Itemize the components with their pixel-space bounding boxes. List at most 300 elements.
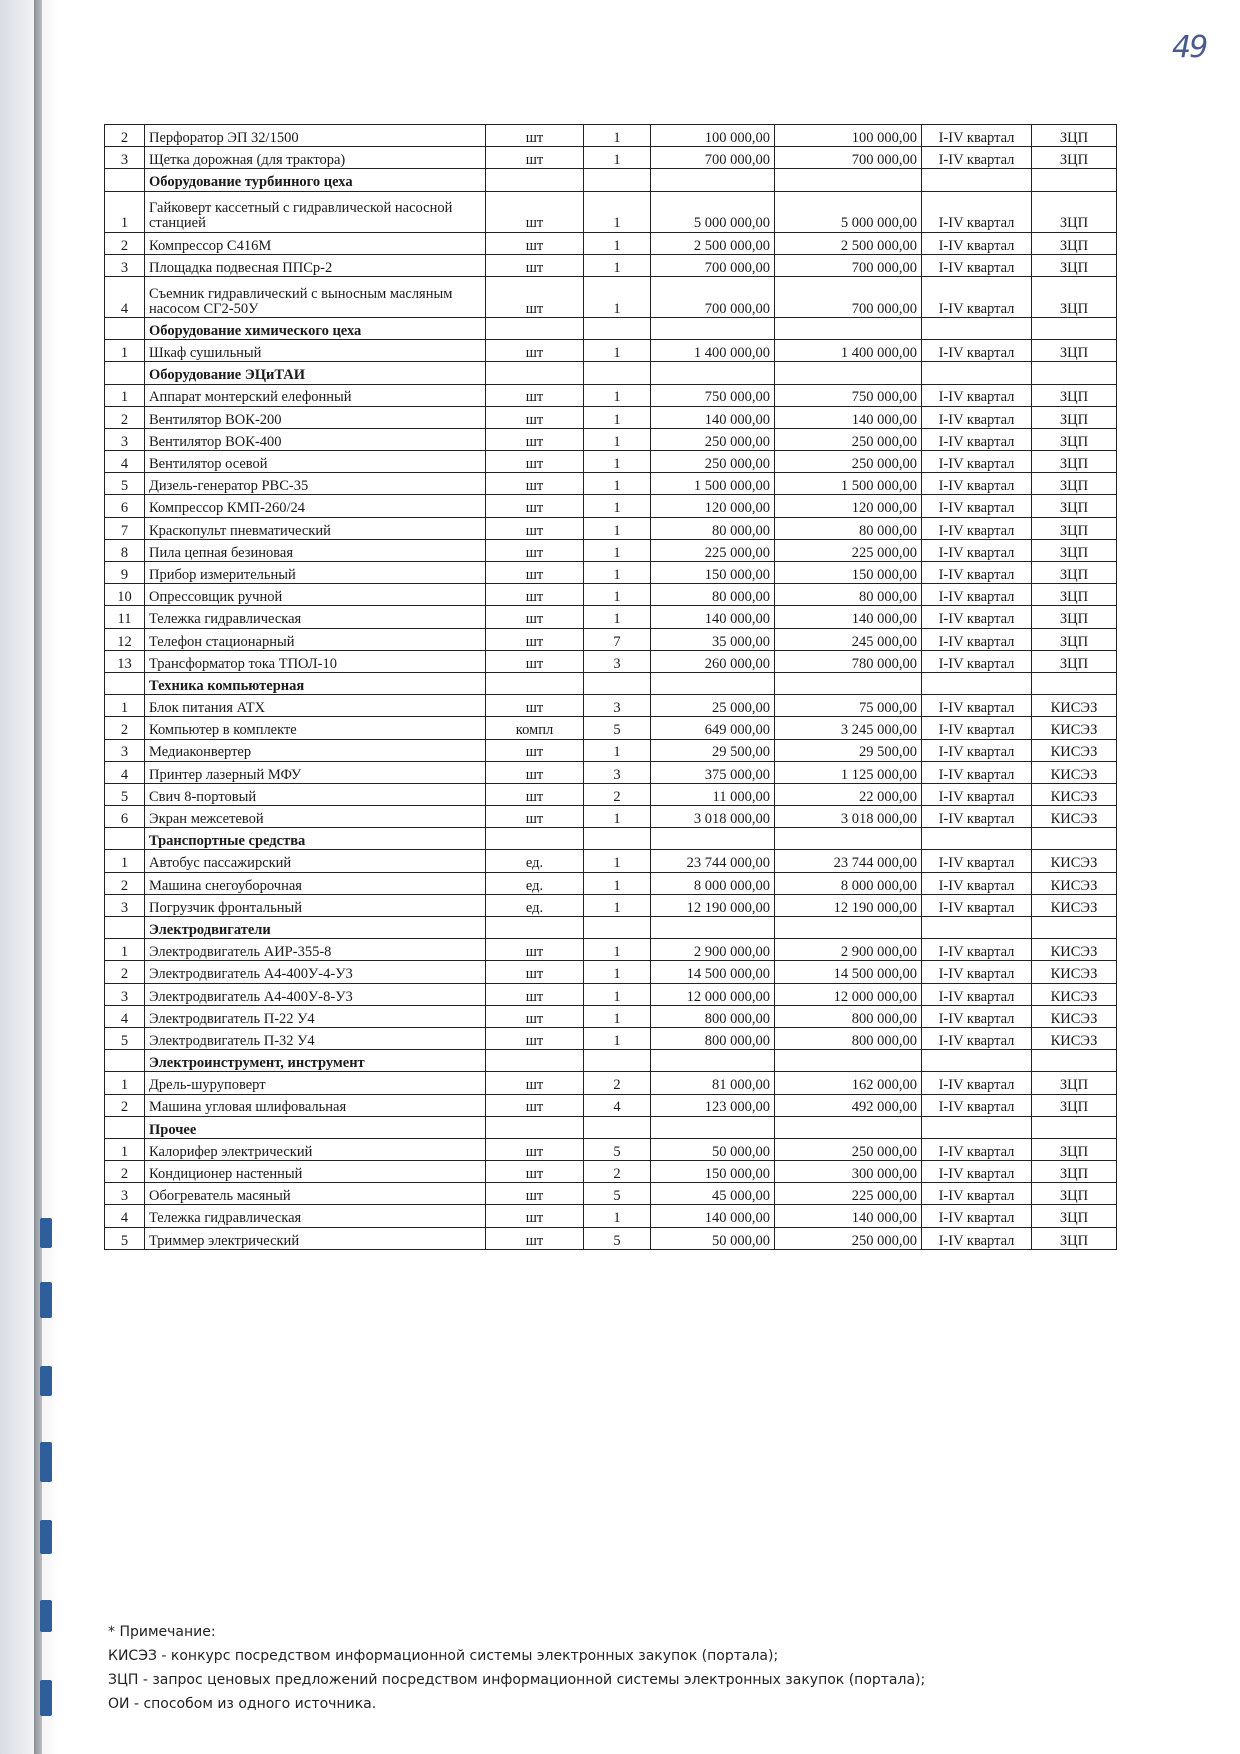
table-row	[105, 806, 1117, 828]
row-number-cell	[105, 917, 145, 939]
total-sum-cell: 250 000,00	[775, 428, 922, 450]
item-name-cell: Краскопульт пневматический	[145, 517, 486, 539]
section-title: Электродвигатели	[145, 917, 486, 939]
unit-cell	[486, 672, 584, 694]
binding-tab	[40, 1282, 52, 1318]
section-title: Электроинструмент, инструмент	[145, 1050, 486, 1072]
row-number-cell: 2	[105, 406, 145, 428]
unit-cell: шт	[486, 783, 584, 805]
unit-cell: шт	[486, 695, 584, 717]
unit-cell: шт	[486, 451, 584, 473]
footnote	[108, 1620, 1148, 1716]
item-name-cell: Машина снегоуборочная	[145, 872, 486, 894]
total-sum-cell: 245 000,00	[775, 628, 922, 650]
total-sum-cell: 800 000,00	[775, 1027, 922, 1049]
item-name-cell: Тележка гидравлическая	[145, 606, 486, 628]
item-name-cell: Электродвигатель А4-400У-8-У3	[145, 983, 486, 1005]
table-row	[105, 983, 1117, 1005]
total-sum-cell	[775, 169, 922, 191]
row-number-cell: 1	[105, 340, 145, 362]
footnote-line: ОИ - способом из одного источника.	[108, 1696, 377, 1712]
unit-cell: шт	[486, 1094, 584, 1116]
unit-price-cell: 11 000,00	[651, 783, 775, 805]
procurement-method-cell: ЗЦП	[1032, 1072, 1117, 1094]
item-name-cell: Тележка гидравлическая	[145, 1205, 486, 1227]
total-sum-cell: 5 000 000,00	[775, 191, 922, 232]
total-sum-cell	[775, 917, 922, 939]
section-title: Техника компьютерная	[145, 672, 486, 694]
unit-price-cell: 35 000,00	[651, 628, 775, 650]
item-name-cell: Площадка подвесная ППСр-2	[145, 254, 486, 276]
unit-cell: шт	[486, 584, 584, 606]
unit-price-cell	[651, 917, 775, 939]
row-number-cell: 3	[105, 1183, 145, 1205]
unit-cell: шт	[486, 125, 584, 147]
quantity-cell: 5	[584, 1138, 651, 1160]
quantity-cell: 1	[584, 1205, 651, 1227]
table-row	[105, 562, 1117, 584]
table-row	[105, 1183, 1117, 1205]
procurement-method-cell: КИСЭЗ	[1032, 761, 1117, 783]
procurement-method-cell: КИСЭЗ	[1032, 961, 1117, 983]
procurement-method-cell: ЗЦП	[1032, 428, 1117, 450]
period-cell: I-IV квартал	[922, 473, 1032, 495]
unit-cell: ед.	[486, 894, 584, 916]
total-sum-cell: 750 000,00	[775, 384, 922, 406]
unit-cell: шт	[486, 1005, 584, 1027]
unit-cell: шт	[486, 628, 584, 650]
row-number-cell: 1	[105, 850, 145, 872]
unit-price-cell: 50 000,00	[651, 1138, 775, 1160]
total-sum-cell: 700 000,00	[775, 254, 922, 276]
binding-tab	[40, 1442, 52, 1482]
unit-cell	[486, 1116, 584, 1138]
procurement-method-cell: ЗЦП	[1032, 495, 1117, 517]
procurement-method-cell: КИСЭЗ	[1032, 739, 1117, 761]
total-sum-cell: 225 000,00	[775, 539, 922, 561]
unit-price-cell: 81 000,00	[651, 1072, 775, 1094]
quantity-cell: 3	[584, 650, 651, 672]
procurement-method-cell	[1032, 362, 1117, 384]
row-number-cell: 4	[105, 451, 145, 473]
unit-price-cell: 12 000 000,00	[651, 983, 775, 1005]
quantity-cell: 2	[584, 1161, 651, 1183]
quantity-cell: 3	[584, 695, 651, 717]
row-number-cell: 4	[105, 1005, 145, 1027]
period-cell	[922, 917, 1032, 939]
unit-cell: шт	[486, 517, 584, 539]
table-row	[105, 1161, 1117, 1183]
section-title: Оборудование ЭЦиТАИ	[145, 362, 486, 384]
table-row	[105, 539, 1117, 561]
quantity-cell: 1	[584, 428, 651, 450]
procurement-method-cell: КИСЭЗ	[1032, 1005, 1117, 1027]
period-cell: I-IV квартал	[922, 695, 1032, 717]
period-cell: I-IV квартал	[922, 232, 1032, 254]
unit-cell	[486, 169, 584, 191]
item-name-cell: Электродвигатель АИР-355-8	[145, 939, 486, 961]
item-name-cell: Автобус пассажирский	[145, 850, 486, 872]
total-sum-cell: 700 000,00	[775, 276, 922, 317]
table-row	[105, 1027, 1117, 1049]
procurement-method-cell: ЗЦП	[1032, 517, 1117, 539]
table-row	[105, 428, 1117, 450]
period-cell: I-IV квартал	[922, 517, 1032, 539]
total-sum-cell: 3 245 000,00	[775, 717, 922, 739]
procurement-method-cell: ЗЦП	[1032, 384, 1117, 406]
unit-cell	[486, 1050, 584, 1072]
quantity-cell: 1	[584, 276, 651, 317]
row-number-cell: 3	[105, 428, 145, 450]
row-number-cell: 2	[105, 1094, 145, 1116]
row-number-cell: 10	[105, 584, 145, 606]
total-sum-cell: 140 000,00	[775, 606, 922, 628]
unit-price-cell: 750 000,00	[651, 384, 775, 406]
procurement-method-cell: ЗЦП	[1032, 147, 1117, 169]
row-number-cell: 6	[105, 495, 145, 517]
procurement-table	[104, 124, 1117, 1250]
quantity-cell: 1	[584, 983, 651, 1005]
row-number-cell: 7	[105, 517, 145, 539]
total-sum-cell	[775, 1050, 922, 1072]
quantity-cell: 1	[584, 254, 651, 276]
unit-price-cell	[651, 169, 775, 191]
quantity-cell: 5	[584, 717, 651, 739]
period-cell: I-IV квартал	[922, 125, 1032, 147]
item-name-cell: Щетка дорожная (для трактора)	[145, 147, 486, 169]
table-row	[105, 473, 1117, 495]
period-cell: I-IV квартал	[922, 961, 1032, 983]
quantity-cell: 1	[584, 894, 651, 916]
table-row	[105, 1227, 1117, 1249]
procurement-method-cell: ЗЦП	[1032, 539, 1117, 561]
unit-price-cell: 45 000,00	[651, 1183, 775, 1205]
period-cell	[922, 169, 1032, 191]
row-number-cell: 12	[105, 628, 145, 650]
unit-cell: шт	[486, 1072, 584, 1094]
unit-price-cell: 12 190 000,00	[651, 894, 775, 916]
procurement-method-cell	[1032, 672, 1117, 694]
item-name-cell: Аппарат монтерский елефонный	[145, 384, 486, 406]
procurement-method-cell: КИСЭЗ	[1032, 717, 1117, 739]
procurement-method-cell	[1032, 169, 1117, 191]
total-sum-cell: 162 000,00	[775, 1072, 922, 1094]
quantity-cell	[584, 317, 651, 339]
unit-cell: шт	[486, 428, 584, 450]
item-name-cell: Телефон стационарный	[145, 628, 486, 650]
unit-cell	[486, 917, 584, 939]
quantity-cell: 1	[584, 340, 651, 362]
row-number-cell: 1	[105, 384, 145, 406]
quantity-cell	[584, 1050, 651, 1072]
footnote-title: * Примечание:	[108, 1624, 216, 1640]
table-row	[105, 628, 1117, 650]
quantity-cell: 1	[584, 384, 651, 406]
section-header-row	[105, 1116, 1117, 1138]
procurement-method-cell: ЗЦП	[1032, 1183, 1117, 1205]
table-row	[105, 125, 1117, 147]
unit-cell: шт	[486, 406, 584, 428]
item-name-cell: Экран межсетевой	[145, 806, 486, 828]
row-number-cell	[105, 362, 145, 384]
quantity-cell: 7	[584, 628, 651, 650]
section-header-row	[105, 828, 1117, 850]
unit-cell: шт	[486, 232, 584, 254]
binding-tab	[40, 1218, 52, 1248]
table-row	[105, 147, 1117, 169]
table-row	[105, 717, 1117, 739]
row-number-cell: 11	[105, 606, 145, 628]
unit-price-cell: 5 000 000,00	[651, 191, 775, 232]
procurement-method-cell: КИСЭЗ	[1032, 850, 1117, 872]
unit-cell: шт	[486, 1027, 584, 1049]
item-name-cell: Электродвигатель П-22 У4	[145, 1005, 486, 1027]
binding-tab	[40, 1520, 52, 1554]
item-name-cell: Вентилятор ВОК-400	[145, 428, 486, 450]
table-row	[105, 406, 1117, 428]
item-name-cell: Трансформатор тока ТПОЛ-10	[145, 650, 486, 672]
period-cell: I-IV квартал	[922, 850, 1032, 872]
item-name-cell: Свич 8-портовый	[145, 783, 486, 805]
period-cell: I-IV квартал	[922, 939, 1032, 961]
total-sum-cell: 80 000,00	[775, 517, 922, 539]
item-name-cell: Дизель-генератор PBC-35	[145, 473, 486, 495]
total-sum-cell: 23 744 000,00	[775, 850, 922, 872]
table-row	[105, 276, 1117, 317]
item-name-cell: Электродвигатель А4-400У-4-У3	[145, 961, 486, 983]
total-sum-cell: 492 000,00	[775, 1094, 922, 1116]
quantity-cell: 1	[584, 406, 651, 428]
row-number-cell: 2	[105, 232, 145, 254]
unit-price-cell: 260 000,00	[651, 650, 775, 672]
total-sum-cell: 80 000,00	[775, 584, 922, 606]
item-name-cell: Машина угловая шлифовальная	[145, 1094, 486, 1116]
unit-price-cell: 1 400 000,00	[651, 340, 775, 362]
procurement-method-cell: ЗЦП	[1032, 191, 1117, 232]
total-sum-cell: 140 000,00	[775, 406, 922, 428]
total-sum-cell: 14 500 000,00	[775, 961, 922, 983]
row-number-cell: 3	[105, 739, 145, 761]
quantity-cell: 5	[584, 1227, 651, 1249]
procurement-method-cell: ЗЦП	[1032, 1138, 1117, 1160]
unit-cell: шт	[486, 191, 584, 232]
table-row	[105, 939, 1117, 961]
unit-cell: ед.	[486, 850, 584, 872]
period-cell: I-IV квартал	[922, 562, 1032, 584]
table-row	[105, 191, 1117, 232]
table-row	[105, 1005, 1117, 1027]
quantity-cell: 4	[584, 1094, 651, 1116]
page-number: 49	[1172, 30, 1207, 65]
quantity-cell: 5	[584, 1183, 651, 1205]
quantity-cell: 1	[584, 850, 651, 872]
unit-price-cell: 25 000,00	[651, 695, 775, 717]
binding-spine	[34, 0, 42, 1754]
period-cell: I-IV квартал	[922, 717, 1032, 739]
period-cell: I-IV квартал	[922, 406, 1032, 428]
quantity-cell: 1	[584, 125, 651, 147]
total-sum-cell	[775, 672, 922, 694]
total-sum-cell: 700 000,00	[775, 147, 922, 169]
item-name-cell: Гайковерт кассетный с гидравлической насосной станцией	[145, 191, 486, 232]
unit-price-cell: 800 000,00	[651, 1027, 775, 1049]
unit-price-cell: 23 744 000,00	[651, 850, 775, 872]
unit-cell	[486, 317, 584, 339]
footnote-line: ЗЦП - запрос ценовых предложений посредством информационной системы электронных закупок (портала);	[108, 1672, 926, 1688]
total-sum-cell: 2 500 000,00	[775, 232, 922, 254]
period-cell: I-IV квартал	[922, 1072, 1032, 1094]
procurement-method-cell: ЗЦП	[1032, 451, 1117, 473]
total-sum-cell: 120 000,00	[775, 495, 922, 517]
period-cell: I-IV квартал	[922, 650, 1032, 672]
unit-price-cell: 700 000,00	[651, 254, 775, 276]
binding-tab	[40, 1600, 52, 1632]
period-cell	[922, 672, 1032, 694]
table-row	[105, 850, 1117, 872]
procurement-method-cell: ЗЦП	[1032, 650, 1117, 672]
period-cell: I-IV квартал	[922, 806, 1032, 828]
unit-cell: шт	[486, 473, 584, 495]
row-number-cell: 2	[105, 717, 145, 739]
quantity-cell: 1	[584, 495, 651, 517]
unit-cell: шт	[486, 806, 584, 828]
table-row	[105, 232, 1117, 254]
total-sum-cell: 800 000,00	[775, 1005, 922, 1027]
procurement-method-cell	[1032, 1050, 1117, 1072]
table-row	[105, 584, 1117, 606]
period-cell	[922, 1116, 1032, 1138]
item-name-cell: Съемник гидравлический с выносным масляным насосом СГ2-50У	[145, 276, 486, 317]
table-row	[105, 783, 1117, 805]
quantity-cell: 1	[584, 961, 651, 983]
total-sum-cell: 12 190 000,00	[775, 894, 922, 916]
procurement-method-cell: КИСЭЗ	[1032, 983, 1117, 1005]
quantity-cell: 3	[584, 761, 651, 783]
procurement-method-cell	[1032, 317, 1117, 339]
table-row	[105, 1072, 1117, 1094]
unit-price-cell: 225 000,00	[651, 539, 775, 561]
period-cell: I-IV квартал	[922, 606, 1032, 628]
unit-cell: шт	[486, 147, 584, 169]
procurement-method-cell: ЗЦП	[1032, 562, 1117, 584]
unit-cell: шт	[486, 739, 584, 761]
section-header-row	[105, 917, 1117, 939]
item-name-cell: Калорифер электрический	[145, 1138, 486, 1160]
quantity-cell: 1	[584, 473, 651, 495]
unit-cell: шт	[486, 1205, 584, 1227]
total-sum-cell: 100 000,00	[775, 125, 922, 147]
period-cell: I-IV квартал	[922, 1005, 1032, 1027]
section-header-row	[105, 672, 1117, 694]
unit-cell	[486, 828, 584, 850]
section-title: Прочее	[145, 1116, 486, 1138]
section-header-row	[105, 1050, 1117, 1072]
row-number-cell: 2	[105, 125, 145, 147]
unit-price-cell	[651, 317, 775, 339]
period-cell: I-IV квартал	[922, 739, 1032, 761]
procurement-method-cell: ЗЦП	[1032, 1094, 1117, 1116]
procurement-method-cell: ЗЦП	[1032, 276, 1117, 317]
unit-price-cell: 80 000,00	[651, 584, 775, 606]
quantity-cell	[584, 169, 651, 191]
row-number-cell: 1	[105, 1072, 145, 1094]
procurement-method-cell: ЗЦП	[1032, 125, 1117, 147]
unit-cell: шт	[486, 276, 584, 317]
period-cell: I-IV квартал	[922, 1161, 1032, 1183]
item-name-cell: Вентилятор осевой	[145, 451, 486, 473]
total-sum-cell: 1 125 000,00	[775, 761, 922, 783]
row-number-cell: 5	[105, 473, 145, 495]
unit-cell: шт	[486, 761, 584, 783]
procurement-method-cell: ЗЦП	[1032, 606, 1117, 628]
period-cell: I-IV квартал	[922, 1227, 1032, 1249]
procurement-method-cell: КИСЭЗ	[1032, 872, 1117, 894]
total-sum-cell: 22 000,00	[775, 783, 922, 805]
unit-cell: шт	[486, 939, 584, 961]
procurement-method-cell: ЗЦП	[1032, 1227, 1117, 1249]
total-sum-cell	[775, 1116, 922, 1138]
item-name-cell: Кондиционер настенный	[145, 1161, 486, 1183]
total-sum-cell: 2 900 000,00	[775, 939, 922, 961]
table-row	[105, 606, 1117, 628]
item-name-cell: Компрессор КМП-260/24	[145, 495, 486, 517]
item-name-cell: Электродвигатель П-32 У4	[145, 1027, 486, 1049]
row-number-cell	[105, 672, 145, 694]
binding-tab	[40, 1366, 52, 1396]
table-row	[105, 384, 1117, 406]
total-sum-cell: 1 400 000,00	[775, 340, 922, 362]
quantity-cell	[584, 828, 651, 850]
total-sum-cell	[775, 828, 922, 850]
unit-cell: шт	[486, 961, 584, 983]
procurement-method-cell: ЗЦП	[1032, 584, 1117, 606]
procurement-method-cell	[1032, 917, 1117, 939]
unit-cell: шт	[486, 562, 584, 584]
quantity-cell: 1	[584, 147, 651, 169]
quantity-cell	[584, 672, 651, 694]
period-cell: I-IV квартал	[922, 628, 1032, 650]
total-sum-cell: 1 500 000,00	[775, 473, 922, 495]
quantity-cell: 1	[584, 517, 651, 539]
table-row	[105, 961, 1117, 983]
unit-price-cell	[651, 1116, 775, 1138]
procurement-method-cell	[1032, 828, 1117, 850]
table-body	[105, 125, 1117, 1250]
period-cell: I-IV квартал	[922, 1205, 1032, 1227]
unit-price-cell: 100 000,00	[651, 125, 775, 147]
row-number-cell: 6	[105, 806, 145, 828]
section-title: Транспортные средства	[145, 828, 486, 850]
item-name-cell: Компрессор С416М	[145, 232, 486, 254]
procurement-method-cell: КИСЭЗ	[1032, 894, 1117, 916]
unit-cell: шт	[486, 1227, 584, 1249]
quantity-cell: 1	[584, 1027, 651, 1049]
period-cell: I-IV квартал	[922, 539, 1032, 561]
procurement-method-cell: ЗЦП	[1032, 254, 1117, 276]
period-cell: I-IV квартал	[922, 584, 1032, 606]
unit-cell: шт	[486, 983, 584, 1005]
unit-cell: шт	[486, 1183, 584, 1205]
quantity-cell	[584, 917, 651, 939]
period-cell: I-IV квартал	[922, 191, 1032, 232]
item-name-cell: Дрель-шуруповерт	[145, 1072, 486, 1094]
item-name-cell: Принтер лазерный МФУ	[145, 761, 486, 783]
unit-price-cell: 14 500 000,00	[651, 961, 775, 983]
period-cell: I-IV квартал	[922, 147, 1032, 169]
item-name-cell: Обогреватель масяный	[145, 1183, 486, 1205]
period-cell	[922, 828, 1032, 850]
period-cell: I-IV квартал	[922, 1027, 1032, 1049]
